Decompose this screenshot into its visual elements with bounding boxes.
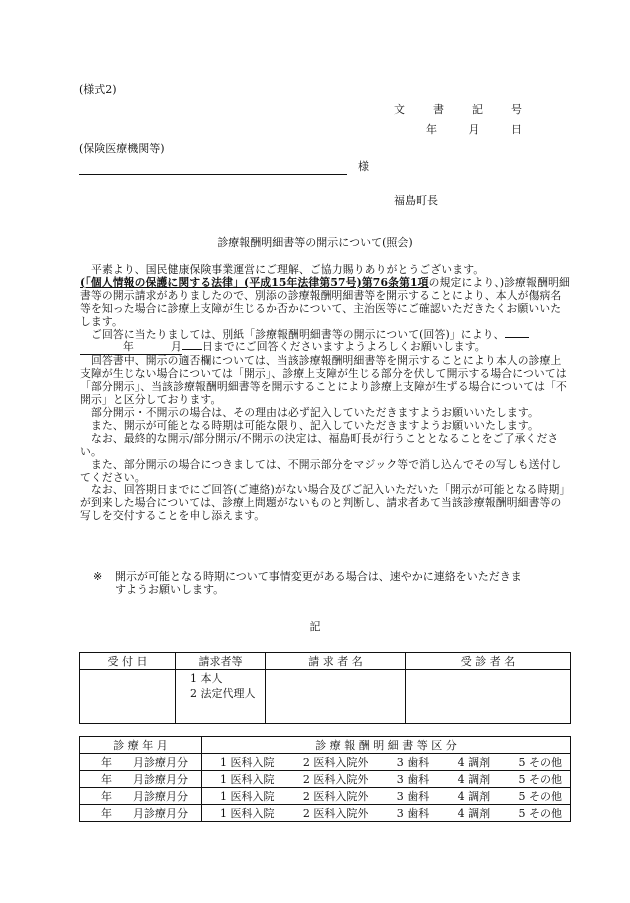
kind-option[interactable]: 1 医科入院 xyxy=(220,773,275,786)
kind-option[interactable]: 3 歯科 xyxy=(396,807,430,820)
requester-name-cell[interactable] xyxy=(266,670,406,724)
paragraph-6: なお、最終的な開示/部分開示/不開示の決定は、福島町長が行うこととなることをご了承ください。 xyxy=(80,431,559,458)
table-row xyxy=(80,771,571,788)
docno-char: 文 xyxy=(394,103,405,116)
date-year: 年 xyxy=(426,123,437,136)
month-label: 月診療月分 xyxy=(133,773,188,786)
table-row xyxy=(80,805,571,822)
paragraph-2b: 日までにご回答くださいますようよろしくお願いします。 xyxy=(202,340,486,354)
year-label: 年 xyxy=(101,807,112,820)
kind-option[interactable]: 2 医科入院外 xyxy=(302,807,369,820)
kind-option[interactable]: 5 その他 xyxy=(518,790,562,803)
kind-option[interactable]: 4 調剤 xyxy=(457,807,491,820)
paragraph-2 xyxy=(80,329,572,356)
treatment-month-cell[interactable] xyxy=(80,788,202,805)
table-row xyxy=(80,754,571,771)
law-reference: (「個人情報の保護に関する法律」(平成15年法律第57号)第76条第1項 xyxy=(80,275,429,289)
form-number: (様式2) xyxy=(79,83,117,96)
treatment-month-cell[interactable] xyxy=(80,754,202,771)
ki-heading: 記 xyxy=(309,620,321,633)
table-row xyxy=(80,788,571,805)
treatment-month-cell[interactable] xyxy=(80,771,202,788)
kind-option[interactable]: 3 歯科 xyxy=(396,773,430,786)
claims-table xyxy=(79,736,571,822)
note-mark: ※ xyxy=(93,570,103,583)
month-label: 月診療月分 xyxy=(133,790,188,803)
patient-name-cell[interactable] xyxy=(406,670,571,724)
issue-date xyxy=(426,121,522,137)
requester-type-cell[interactable] xyxy=(176,670,266,724)
docno-char: 書 xyxy=(433,103,444,116)
body-text xyxy=(80,264,572,523)
paragraph-7: また、部分開示の場合につきましては、不開示部分をマジック等で消し込んでその写しも送付してください。 xyxy=(80,457,562,484)
kind-option[interactable]: 3 歯科 xyxy=(396,790,430,803)
blank-line xyxy=(505,337,529,338)
paragraph-8: なお、回答期日までにご回答(ご連絡)がない場合及びご記入いただいた「開示が可能となる時期」が到来した場合については、診療上問題がないものと判断し、請求者あて当該診療報酬明細書等の写しを交付することを申し添えます。 xyxy=(80,483,571,523)
header-treatment-month: 診 療 年 月 xyxy=(80,737,202,754)
kind-option[interactable]: 2 医科入院外 xyxy=(302,756,369,769)
reply-year: 年 xyxy=(80,341,134,355)
kind-option[interactable]: 2 医科入院外 xyxy=(302,790,369,803)
reply-day-blank xyxy=(182,349,202,350)
document-title: 診療報酬明細書等の開示について(照会) xyxy=(217,236,413,249)
paragraph-1b: の規定により、)診療報酬明細書等の開示請求がありましたので、別添の診療報酬明細書等を開示することにより、本人が傷病名等を知った場合に診療上支障が生じるか否かについて、主治医等にご確認いただきたくお願いいたします。 xyxy=(80,275,570,328)
category-cell xyxy=(202,771,571,788)
year-label: 年 xyxy=(101,756,112,769)
kind-option[interactable]: 5 その他 xyxy=(518,807,562,820)
recipient-suffix: 様 xyxy=(358,160,369,173)
recipient-name-line xyxy=(79,174,347,175)
document-number xyxy=(394,101,522,117)
recipient-label: (保険医療機関等) xyxy=(79,142,165,155)
month-label: 月診療月分 xyxy=(133,756,188,769)
note xyxy=(93,570,575,596)
kind-option[interactable]: 5 その他 xyxy=(518,773,562,786)
note-text-1: 開示が可能となる時期について事情変更がある場合は、速やかに連絡をいただきま xyxy=(115,570,522,583)
paragraph-1 xyxy=(80,264,572,329)
date-month: 月 xyxy=(468,123,480,136)
paragraph-5: また、開示が可能となる時期は可能な限り、記入していただきますようお願いいたします。 xyxy=(91,418,539,432)
paragraph-2a: ご回答に当たりましては、別紙「診療報酬明細書等の開示について(回答)」により、 xyxy=(91,327,505,341)
kind-option[interactable]: 1 医科入院 xyxy=(220,790,275,803)
kind-option[interactable]: 2 医科入院外 xyxy=(302,773,369,786)
category-cell xyxy=(202,805,571,822)
docno-char: 号 xyxy=(511,103,522,116)
paragraph-3: 回答書中、開示の適否欄については、当該診療報酬明細書等を開示することにより本人の診療上支障が生じない場合については「開示」、診療上支障が生じる部分を伏して開示する場合については「部分開示」、当該診療報酬明細書等を開示することにより診療上支障が生ずる場合については「不開示」と区分しております。 xyxy=(80,354,567,407)
sender: 福島町長 xyxy=(394,194,438,207)
header-requester-name: 請 求 者 名 xyxy=(266,653,406,670)
kind-option[interactable]: 5 その他 xyxy=(518,756,562,769)
category-cell xyxy=(202,788,571,805)
year-label: 年 xyxy=(101,790,112,803)
category-cell xyxy=(202,754,571,771)
kind-option[interactable]: 4 調剤 xyxy=(457,790,491,803)
year-label: 年 xyxy=(101,773,112,786)
kind-option[interactable]: 1 医科入院 xyxy=(220,756,275,769)
header-requester-type: 請求者等 xyxy=(176,653,266,670)
option-self[interactable]: 1 本人 xyxy=(190,672,223,685)
request-table xyxy=(79,652,571,724)
paragraph-1a: 平素より、国民健康保険事業運営にご理解、ご協力賜りありがとうございます。 xyxy=(91,263,485,276)
reply-month: 月 xyxy=(134,341,182,355)
paragraph-4: 部分開示・不開示の場合は、その理由は必ず記入していただきますようお願いいたします。 xyxy=(91,405,539,419)
header-claim-category: 診 療 報 酬 明 細 書 等 区 分 xyxy=(202,737,571,754)
header-patient-name: 受 診 者 名 xyxy=(406,653,571,670)
reception-date-cell[interactable] xyxy=(80,670,176,724)
docno-char: 記 xyxy=(472,103,483,116)
note-text-2: すようお願いします。 xyxy=(115,583,225,596)
kind-option[interactable]: 1 医科入院 xyxy=(220,807,275,820)
month-label: 月診療月分 xyxy=(133,807,188,820)
date-day: 日 xyxy=(511,123,522,136)
kind-option[interactable]: 3 歯科 xyxy=(396,756,430,769)
kind-option[interactable]: 4 調剤 xyxy=(457,773,491,786)
treatment-month-cell[interactable] xyxy=(80,805,202,822)
kind-option[interactable]: 4 調剤 xyxy=(457,756,491,769)
header-reception-date: 受 付 日 xyxy=(80,653,176,670)
option-legal-rep[interactable]: 2 法定代理人 xyxy=(190,687,256,700)
